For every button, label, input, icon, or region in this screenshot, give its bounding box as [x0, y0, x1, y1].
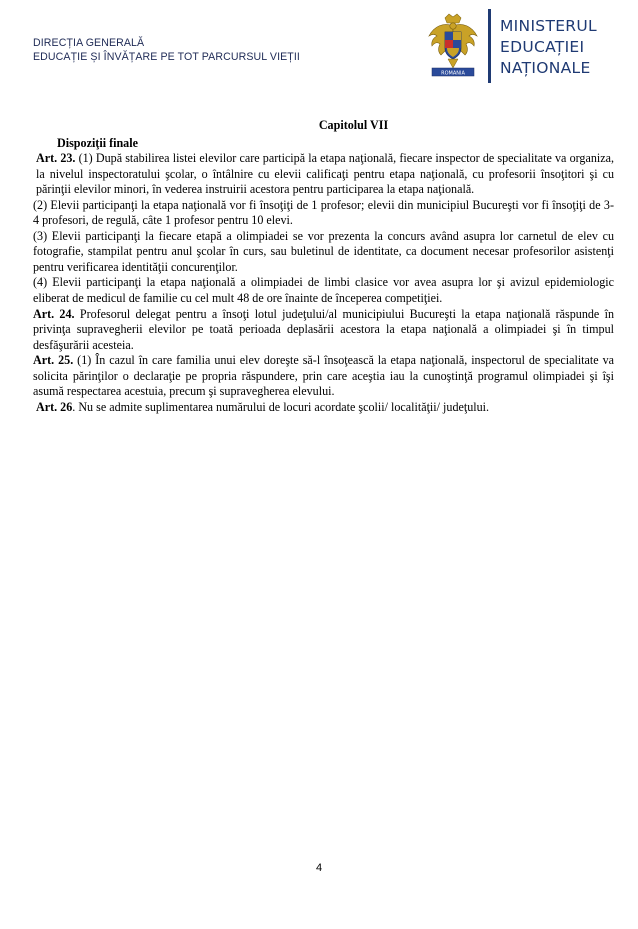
paragraph-text: (2) Elevii participanţi la etapa naţională vor fi însoţiţi de 1 profesor; elevii din municipiul Bucureşti vor fi însoţiţi de 3-4 profesori, de regulă, câte 1 profesor pentru 10 elevi.	[33, 197, 614, 228]
chapter-title: Capitolul VII	[318, 118, 389, 132]
paragraph-art-25	[33, 353, 614, 400]
article-label: Art. 25.	[33, 353, 74, 368]
paragraph-text: . Nu se admite suplimentarea numărului de locuri acordate şcolii/ localităţii/ judeţului.	[72, 399, 490, 414]
paragraph-art-23-4	[33, 275, 614, 306]
article-label: Art. 26	[36, 399, 73, 414]
romania-coat-of-arms-icon	[426, 12, 480, 80]
article-label: Art. 24.	[33, 306, 75, 321]
paragraph-text: Profesorul delegat pentru a însoţi lotul judeţului/al municipiului Bucureşti la etapa naţională răspunde în privinţa supravegherii elevilor pe toată perioada deplasării acestora la etapa naţională a olimpiadei şi în timpul desfăşurării acesteia.	[33, 306, 614, 352]
document-body	[33, 118, 614, 415]
section-title: Dispoziţii finale	[57, 135, 138, 150]
paragraph-art-24	[33, 307, 614, 354]
crest-label: ROMANIA	[441, 70, 465, 77]
ministry-line-1: MINISTERUL	[500, 17, 597, 35]
paragraph-art-26	[33, 400, 614, 416]
paragraph-text: (3) Elevii participanţi la fiecare etapă a olimpiadei se vor prezenta la concurs având asupra lor carnetul de elev cu fotografie, stampilat pentru anul şcolar în curs, sau buletinul de identitate, ca document necesar profesorilor asistenţi pentru verificarea identităţii concurenţilor.	[33, 228, 614, 274]
paragraph-art-23-3	[33, 229, 614, 276]
directorate-line-1: DIRECȚIA GENERALĂ	[33, 37, 145, 49]
ministry-logo-text	[500, 16, 630, 79]
directorate-header	[33, 36, 393, 64]
paragraph-text: (1) După stabilirea listei elevilor care participă la etapa naţională, fiecare inspector de specialitate va organiza, la nivelul inspectoratului şcolar, o întâlnire cu elevii calificaţi pentru etapa naţională, cu profesorii însoţitori şi cu părinţii elevilor minori, în vederea instruirii acestora pentru participarea la etapa naţională.	[36, 151, 614, 197]
header-divider	[488, 9, 491, 83]
paragraph-art-23-1	[33, 151, 614, 198]
paragraph-art-23-2	[33, 198, 614, 229]
page-number: 4	[315, 862, 323, 874]
article-label: Art. 23.	[36, 151, 76, 166]
ministry-line-3: NAȚIONALE	[500, 59, 591, 77]
directorate-line-2: EDUCAȚIE ȘI ÎNVĂȚARE PE TOT PARCURSUL VIEȚII	[33, 51, 300, 63]
paragraph-text: (1) În cazul în care familia unui elev doreşte să-l însoţească la etapa naţională, inspectorul de specialitate va solicita părinţilor o declaraţie pe propria răspundere, prin care aceştia iau la cunoştinţă programul olimpiadei şi îşi asumă respectarea acestuia, precum şi supravegherea elevului.	[33, 353, 614, 399]
paragraph-text: (4) Elevii participanţi la etapa naţională a olimpiadei de limbi clasice vor avea asupra lor şi avizul epidemiologic eliberat de medicul de familie cu cel mult 48 de ore înainte de începerea competiţiei.	[33, 275, 614, 306]
ministry-line-2: EDUCAȚIEI	[500, 38, 585, 56]
